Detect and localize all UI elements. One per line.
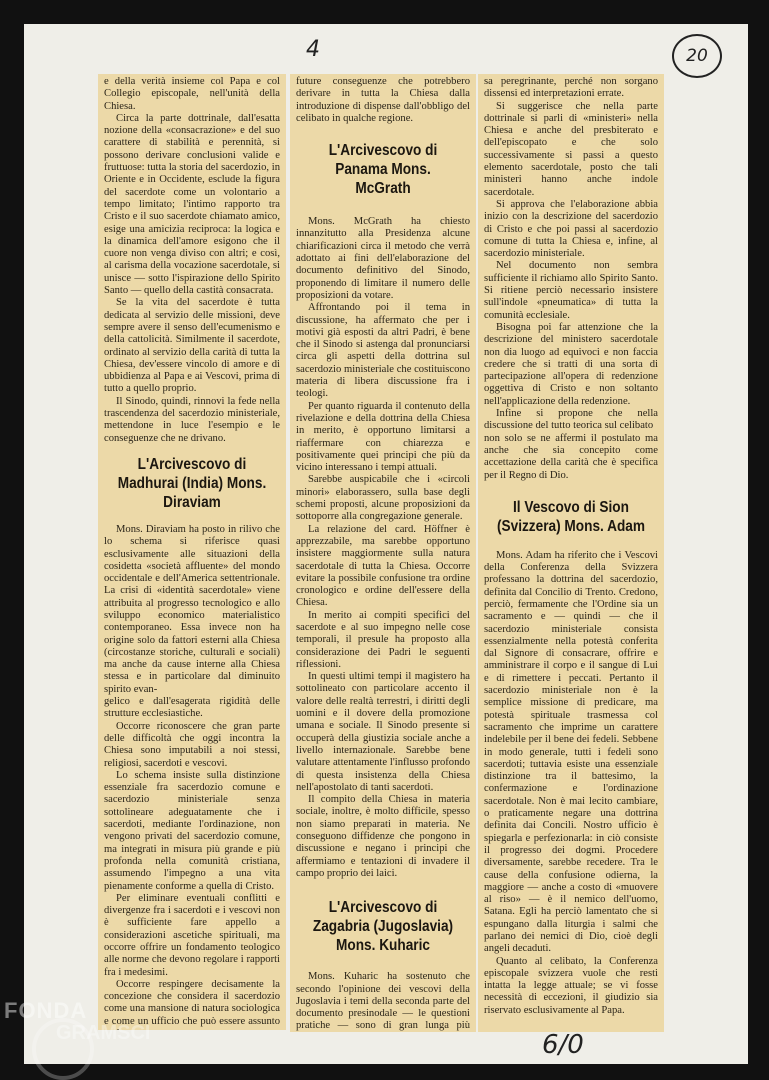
- headline-madhurai: L'Arcivescovo di Madhurai (India) Mons. Diraviam: [117, 455, 267, 511]
- watermark-text-2: GRAMSCI: [56, 1022, 151, 1044]
- paragraph: Infine si propone che nella discussione del tutto teorica sul celibato: [484, 408, 658, 432]
- paragraph: Se la vita del sacerdote è tutta dedicata al servizio delle missioni, deve sempre avere il senso dell'ecumenismo e della cattolicità. Similmente il sacerdote, ordinato al servizio della carità di tutta la Chiesa, dev'essere vincolo di amore e di ubbidienza al Papa e ai Vescovi, prima di tutto a quello proprio.: [104, 297, 280, 395]
- handwritten-number-bottom: 6/0: [542, 1030, 584, 1060]
- paragraph: non solo se ne affermi il postulato ma anche che sia concepito come accettazione della carità che è specifica per il Regno di Dio.: [484, 432, 658, 481]
- clipping-column-1: [98, 74, 286, 1030]
- paragraph: Quanto al celibato, la Conferenza episcopale svizzera vuole che resti intatta la legge attuale; se vi fosse necessità di eccezioni, il giudizio sia riservato esclusivamente al Papa.: [484, 955, 658, 1016]
- paragraph: Mons. Kuharic ha sostenuto che secondo l'opinione dei vescovi della Jugoslavia i temi della seconda parte del documento presinodale — le questioni pratiche — sono di gran lunga più: [296, 971, 470, 1032]
- paragraph: Mons. Adam ha riferito che i Vescovi della Conferenza della Svizzera professano la dottrina del sacerdozio, definita dal Concilio di Trento. Credono, perciò, fermamente che l'Ordine sia un sacramento e — quindi — che il sacerdozio ministeriale consista essenzialmente nella potestà conferita dal Signore di consacrare, offrire e amministrare il corpo e il sangue di Lui e di rimettere i peccati. Pertanto il sacerdozio ministeriale non è la semplice missione di predicare, ma potestà spirituale trasmessa col sacramento che imprime un carattere indelebile per il bene dei fedeli. Sebbene in modo generale, tutti i fedeli sono sacerdoti; tuttavia esiste una essenziale distinzione tra il battesimo, la confermazione e l'ordinazione sacerdotale. Non è mai lecito cambiare, o praticamente negare una dottrina definita dai Concili. Nostro ufficio è spiegarla e perfezionarla: in ciò consiste il progresso dei dogmi. Procedere diversamente, sarebbe recedere. Tra le cause della confusione odierna, la maggiore — anche a costo di «muovere al riso» — è il nemico dell'uomo, Satana. Egli ha perciò lamentato che si espungano dalla liturgia i salmi che parlano dei nemici di Dio, cioè degli angeli decaduti.: [484, 549, 658, 955]
- paragraph: La relazione del card. Höffner è apprezzabile, ma sarebbe opportuno insistere maggiormente sulla natura sacerdotale di tutta la Chiesa. Occorre evitare la possibile confusione tra ordine cronologico e ordine dell'essere della Chiesa.: [296, 523, 470, 609]
- paragraph: In merito ai compiti specifici del sacerdote e al suo impegno nelle cose temporali, il presule ha proposto alla considerazione dei Padri le seguenti riflessioni.: [296, 609, 470, 670]
- paragraph: Il compito della Chiesa in materia sociale, inoltre, è molto difficile, spesso non siamo preparati in materia. Ne conseguono diffidenze che pongono in discussione e negano i principi che affermiamo e tentazioni di invadere il campo proprio dei laici.: [296, 794, 470, 879]
- paragraph: sa peregrinante, perché non sorgano dissensi ed interpretazioni errate.: [484, 76, 658, 100]
- paragraph: gelico e dall'esagerata rigidità delle strutture ecclesiastiche.: [104, 696, 280, 720]
- handwritten-page-number: 4: [306, 37, 320, 62]
- paragraph: Lo schema insiste sulla distinzione essenziale fra sacerdozio comune e sacerdozio ministeriale senza sottolineare adeguatamente che i sacerdoti, mediante l'ordinazione, non vengono privati del sacerdozio comune, ma integrati in misura più grande e più profonda nella comunità cristiana, assumendo l'impegno a una vita pienamente conforme a quella di Cristo.: [104, 769, 280, 892]
- paragraph: Sarebbe auspicabile che i «circoli minori» elaborassero, sulla base degli schemi proposti, alcune proposizioni da sottoporre alla congregazione generale.: [296, 474, 470, 523]
- paragraph: Si suggerisce che nella parte dottrinale si parli di «ministeri» nella Chiesa e anche del presbiterato e dell'episcopato e che solo successivamente si passi a questo elemento sacerdotale, posto che tali ministeri hanno anche indole sacerdotale.: [484, 100, 658, 198]
- paragraph: future conseguenze che potrebbero derivare in tutta la Chiesa dalla introduzione di dispense dall'obbligo del celibato in qualche regione.: [296, 76, 470, 124]
- paragraph: Circa la parte dottrinale, dall'esatta nozione della «consacrazione» e del suo carattere di stabilità e perennità, si possono derivare conclusioni valide e fruttuose: tutta la storia del sacerdozio, in Oriente e in Occidente, esclude la figura del sacerdote come un volontario a tempo limitato; l'intimo rapporto tra Cristo e il suo sacerdote chiamato amico, esige una amicizia reciproca: la logica e la dinamica dell'amore esigono che il cuore non venga diviso con altri; e così, al carisma della vocazione sacerdotale, si unisce — sotto l'ispirazione dello Spirito Santo — quello della castità consacrata.: [104, 112, 280, 297]
- paragraph: Per eliminare eventuali conflitti e divergenze fra i sacerdoti e i vescovi non è sufficiente fare appello a considerazioni ascetiche spirituali, ma occorre offrire un fondamento teologico alle norme che devono regolare i rapporti fra i medesimi.: [104, 892, 280, 978]
- headline-zagabria: L'Arcivescovo di Zagabria (Jugoslavia) Mons. Kuharic: [312, 899, 454, 955]
- paragraph: Nel documento non sembra sufficiente il richiamo allo Spirito Santo. Si ritiene perciò necessario insistere sull'indole «pneumatica» di tutta la comunità ecclesiale.: [484, 260, 658, 321]
- paragraph: Si approva che l'elaborazione abbia inizio con la descrizione del sacerdozio di Cristo e che poi passi al sacerdozio comune di tutta la Chiesa e, infine, al sacerdozio ministeriale.: [484, 198, 658, 260]
- watermark-text: FONDA: [4, 998, 88, 1023]
- circled-number: 20: [672, 34, 722, 78]
- headline-panama: L'Arcivescovo di Panama Mons. McGrath: [328, 142, 438, 198]
- paragraph: e della verità insieme col Papa e col Collegio episcopale, nell'unità della Chiesa.: [104, 76, 280, 112]
- paragraph: Affrontando poi il tema in discussione, ha affermato che per i motivi già esposti da altri Padri, è bene che il Sinodo si astenga dal pronunciarsi circa gli aspetti della dottrina sul sacerdozio ministeriale che costituiscono materia di libera discussione fra i teologi.: [296, 302, 470, 400]
- paragraph: Occorre respingere decisamente la concezione che considera il sacerdozio come una mansione di natura sociologica e come un ufficio che può essere assunto: [104, 978, 280, 1027]
- paragraph: Mons. McGrath ha chiesto innanzitutto alla Presidenza alcune chiarificazioni circa il metodo che verrà adottato ai fini dell'elaborazione del documento definitivo del Sinodo, proponendo di limitare il numero delle proposizioni da votare.: [296, 216, 470, 301]
- paragraph: In questi ultimi tempi il magistero ha sottolineato con particolare accento il valore delle realtà terrestri, i diritti degli uomini e il dovere della promozione umana e sociale. Il Sinodo presente si occuperà della giustizia sociale anche a livello internazionale. Sarebbe bene valutare attentamente l'influsso profondo di questa insistenza della Chiesa nell'apostolato di tanti sacerdoti.: [296, 671, 470, 793]
- paragraph: Mons. Diraviam ha posto in rilivo che lo schema si riferisce quasi esclusivamente alle situazioni della cosidetta «società affluente» del mondo occidentale e dell'America settentrionale. La crisi di «identità sacerdotale» viene attribuita al progresso tecnologico e allo sviluppo economico materialistico contemporaneo. Essa invece non ha origine solo da fattori esterni alla Chiesa (circostanze storiche, culturali e sociali) ma anche da cause interne alla Chiesa stessa e in particolare dal diminuito spirito evan-: [104, 523, 280, 695]
- paragraph: Per quanto riguarda il contenuto della rivelazione e della dottrina della Chiesa in merito, è opportuno limitarsi a riaffermare con chiarezza e positivamente quei principi che più da vicino interessano i tempi attuali.: [296, 400, 470, 474]
- paragraph: Il Sinodo, quindi, rinnovi la fede nella trascendenza del sacerdozio ministeriale, mettendone in luce l'esempio e le conseguenze che ne drivano.: [104, 395, 280, 444]
- clipping-column-2: [290, 74, 476, 1032]
- headline-sion: Il Vescovo di Sion (Svizzera) Mons. Adam: [496, 498, 646, 535]
- paragraph: Occorre riconoscere che gran parte delle difficoltà che oggi incontra la Chiesa sono imputabili a noi stessi, religiosi, sacerdoti e vescovi.: [104, 720, 280, 769]
- paragraph: Bisogna poi far attenzione che la descrizione del ministero sacerdotale non dia luogo ad equivoci e non faccia credere che si tratti di una sorta di partecipazione all'opera di redenzione oggettiva di Cristo e non soltanto nell'applicazione della redenzione.: [484, 321, 658, 407]
- clipping-column-3: [478, 74, 664, 1032]
